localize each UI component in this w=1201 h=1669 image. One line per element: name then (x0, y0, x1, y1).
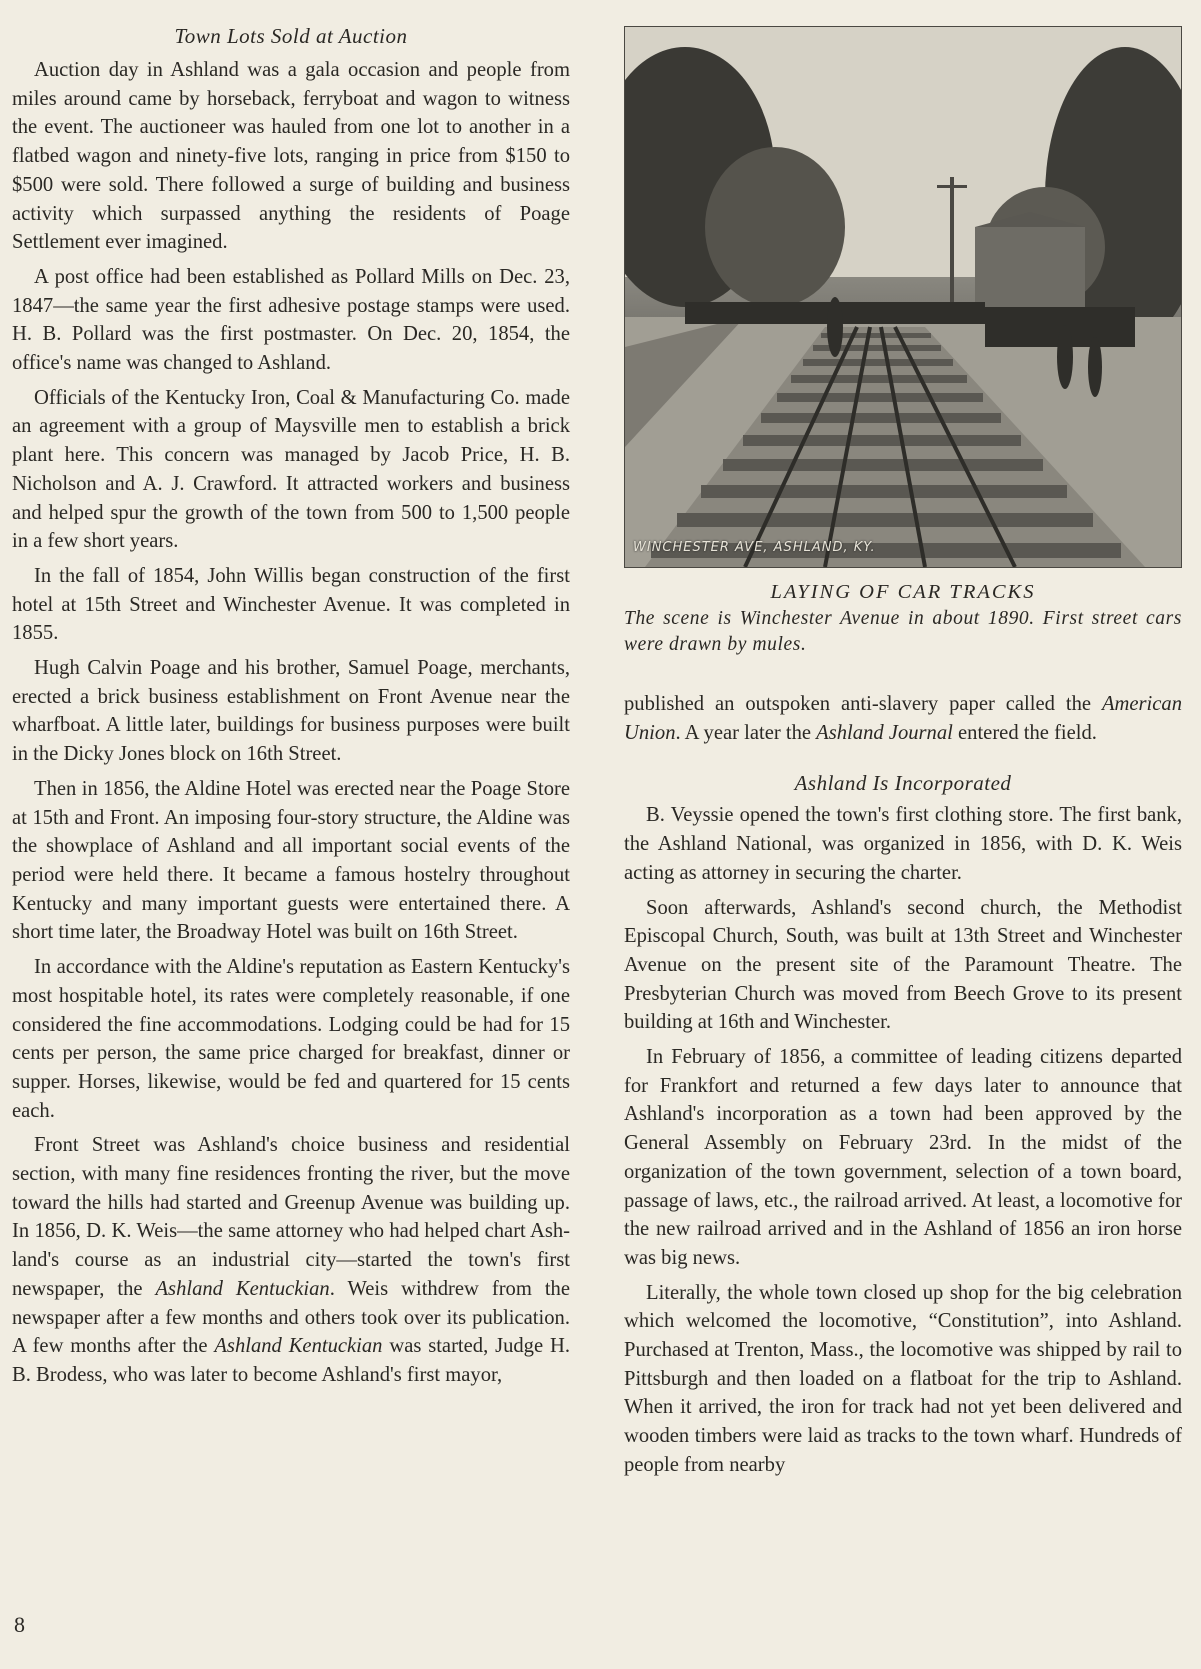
paragraph: In February of 1856, a committee of leading citizens departed for Frankfort and returned a few days later to announce that Ashland's incorporation as a town had been approved by the General Assembly on February 23rd. In the midst of the organization of the town government, selection of a town board, passage of laws, etc., the railroad arrived. At least, a locomotive for the new railroad arrived and in the Ashland of 1856 an iron horse was big news. (624, 1046, 1182, 1269)
paragraph: Then in 1856, the Aldine Hotel was erected near the Poage Store at 15th and Front. An imposing four-story structure, the Aldine was the showplace of Ashland and all important social events of the period were held there. It became a famous hostelry throughout Kentucky and many important guests were entertained there. A short time later, the Broadway Hotel was built on 16th Street. (12, 777, 570, 944)
text-run: published an outspoken anti-slavery paper called the (624, 693, 1102, 715)
paragraph: In the fall of 1854, John Willis began construction of the first hotel at 15th Street and Winchester Avenue. It was completed in 1855. (12, 564, 570, 645)
right-column (624, 690, 1182, 1486)
paragraph: Literally, the whole town closed up shop for the big celebration which welcomed the locomotive, “Constitution”, into Ashland. Purchased at Trenton, Mass., the locomotive was shipped by rail to Pittsburgh and then loaded on a flatboat for the trip to Ashland. When it arrived, the iron for track had not yet been delivered and wooden timbers were laid as tracks to the town wharf. Hundreds of people from nearby (624, 1281, 1182, 1476)
photo-block (624, 26, 1182, 658)
photo-illustration (625, 27, 1181, 567)
text-run: Front Street was Ashland's choice business and residential section, with many fine residences fronting the river, but the move toward the hills had started and Greenup Avenue was building up. In 1856, D. K. Weis—the same attorney who had helped chart Ashland's course as an industrial city—started the town's first newspaper, the (12, 1134, 570, 1300)
paragraph: B. Veyssie opened the town's first clothing store. The first bank, the Ashland National, was organized in 1856, with D. K. Weis acting as attorney in securing the charter. (624, 804, 1182, 884)
newspaper-title: Ashland Kentuckian (155, 1277, 330, 1300)
paragraph: Soon afterwards, Ashland's second church, the Methodist Episcopal Church, South, was built at 13th Street and Winchester Avenue on the present site of the Paramount Theatre. The Presbyterian Church was moved from Beech Grove to its present building at 16th and Winchester. (624, 896, 1182, 1034)
section-heading-town-lots: Town Lots Sold at Auction (174, 24, 408, 48)
paragraph-continuation (624, 690, 1182, 747)
section-heading-incorporated: Ashland Is Incorporated (794, 771, 1012, 796)
paragraph-front-street (12, 1131, 570, 1389)
text-run: entered the field. (952, 721, 1097, 744)
left-column (12, 22, 570, 1396)
newspaper-title: American Union (624, 693, 1182, 744)
newspaper-title: Ashland Journal (816, 721, 953, 744)
page-number: 8 (14, 1612, 25, 1637)
photo-caption-text: The scene is Winchester Avenue in about 1890. First street cars were drawn by mules. (624, 608, 1182, 655)
photo-caption-title: LAYING OF CAR TRACKS (770, 581, 1036, 603)
paragraph: Auction day in Ashland was a gala occasion and people from miles around came by horseback, ferryboat and wagon to witness the event. The auctioneer was hauled from one lot to another in a flatbed wagon and ninety-five lots, ranging in price from $150 to $500 were sold. There followed a surge of building and business activity which surpassed anything the residents of Poage Settlement ever imagined. (12, 59, 570, 254)
text-run: . A year later the (675, 721, 817, 744)
paragraph: Hugh Calvin Poage and his brother, Samuel Poage, merchants, erected a brick business establishment on Front Avenue near the wharfboat. A little later, buildings for business purposes were built in the Dicky Jones block on 16th Street. (12, 657, 570, 766)
newspaper-title: Ashland Kentuckian (214, 1335, 383, 1358)
text-run: was started, Judge H. B. Brodess, who was later to become Ashland's first mayor, (12, 1335, 570, 1386)
text-run: . Weis withdrew from the newspaper after a few months and others took over its publication. A few months after the (12, 1277, 570, 1358)
paragraph: A post office had been established as Pollard Mills on Dec. 23, 1847—the same year the first adhesive postage stamps were used. H. B. Pollard was the first postmaster. On Dec. 20, 1854, the office's name was changed to Ashland. (12, 265, 570, 375)
street-photo (624, 26, 1182, 568)
photo-overlay-text: WINCHESTER AVE, ASHLAND, KY. (633, 540, 876, 555)
paragraph: Officials of the Kentucky Iron, Coal & Manufacturing Co. made an agreement with a group of Maysville men to establish a brick plant here. This concern was managed by Jacob Price, H. B. Nicholson and A. J. Crawford. It attracted workers and business and helped spur the growth of the town from 500 to 1,500 people in a few short years. (12, 386, 570, 553)
paragraph: In accordance with the Aldine's reputation as Eastern Kentucky's most hospitable hotel, its rates were completely reasonable, if one considered the fine accommodations. Lodging could be had for 15 cents per person, the same price charged for breakfast, dinner or supper. Horses, likewise, would be fed and quartered for 15 cents each. (12, 956, 570, 1122)
